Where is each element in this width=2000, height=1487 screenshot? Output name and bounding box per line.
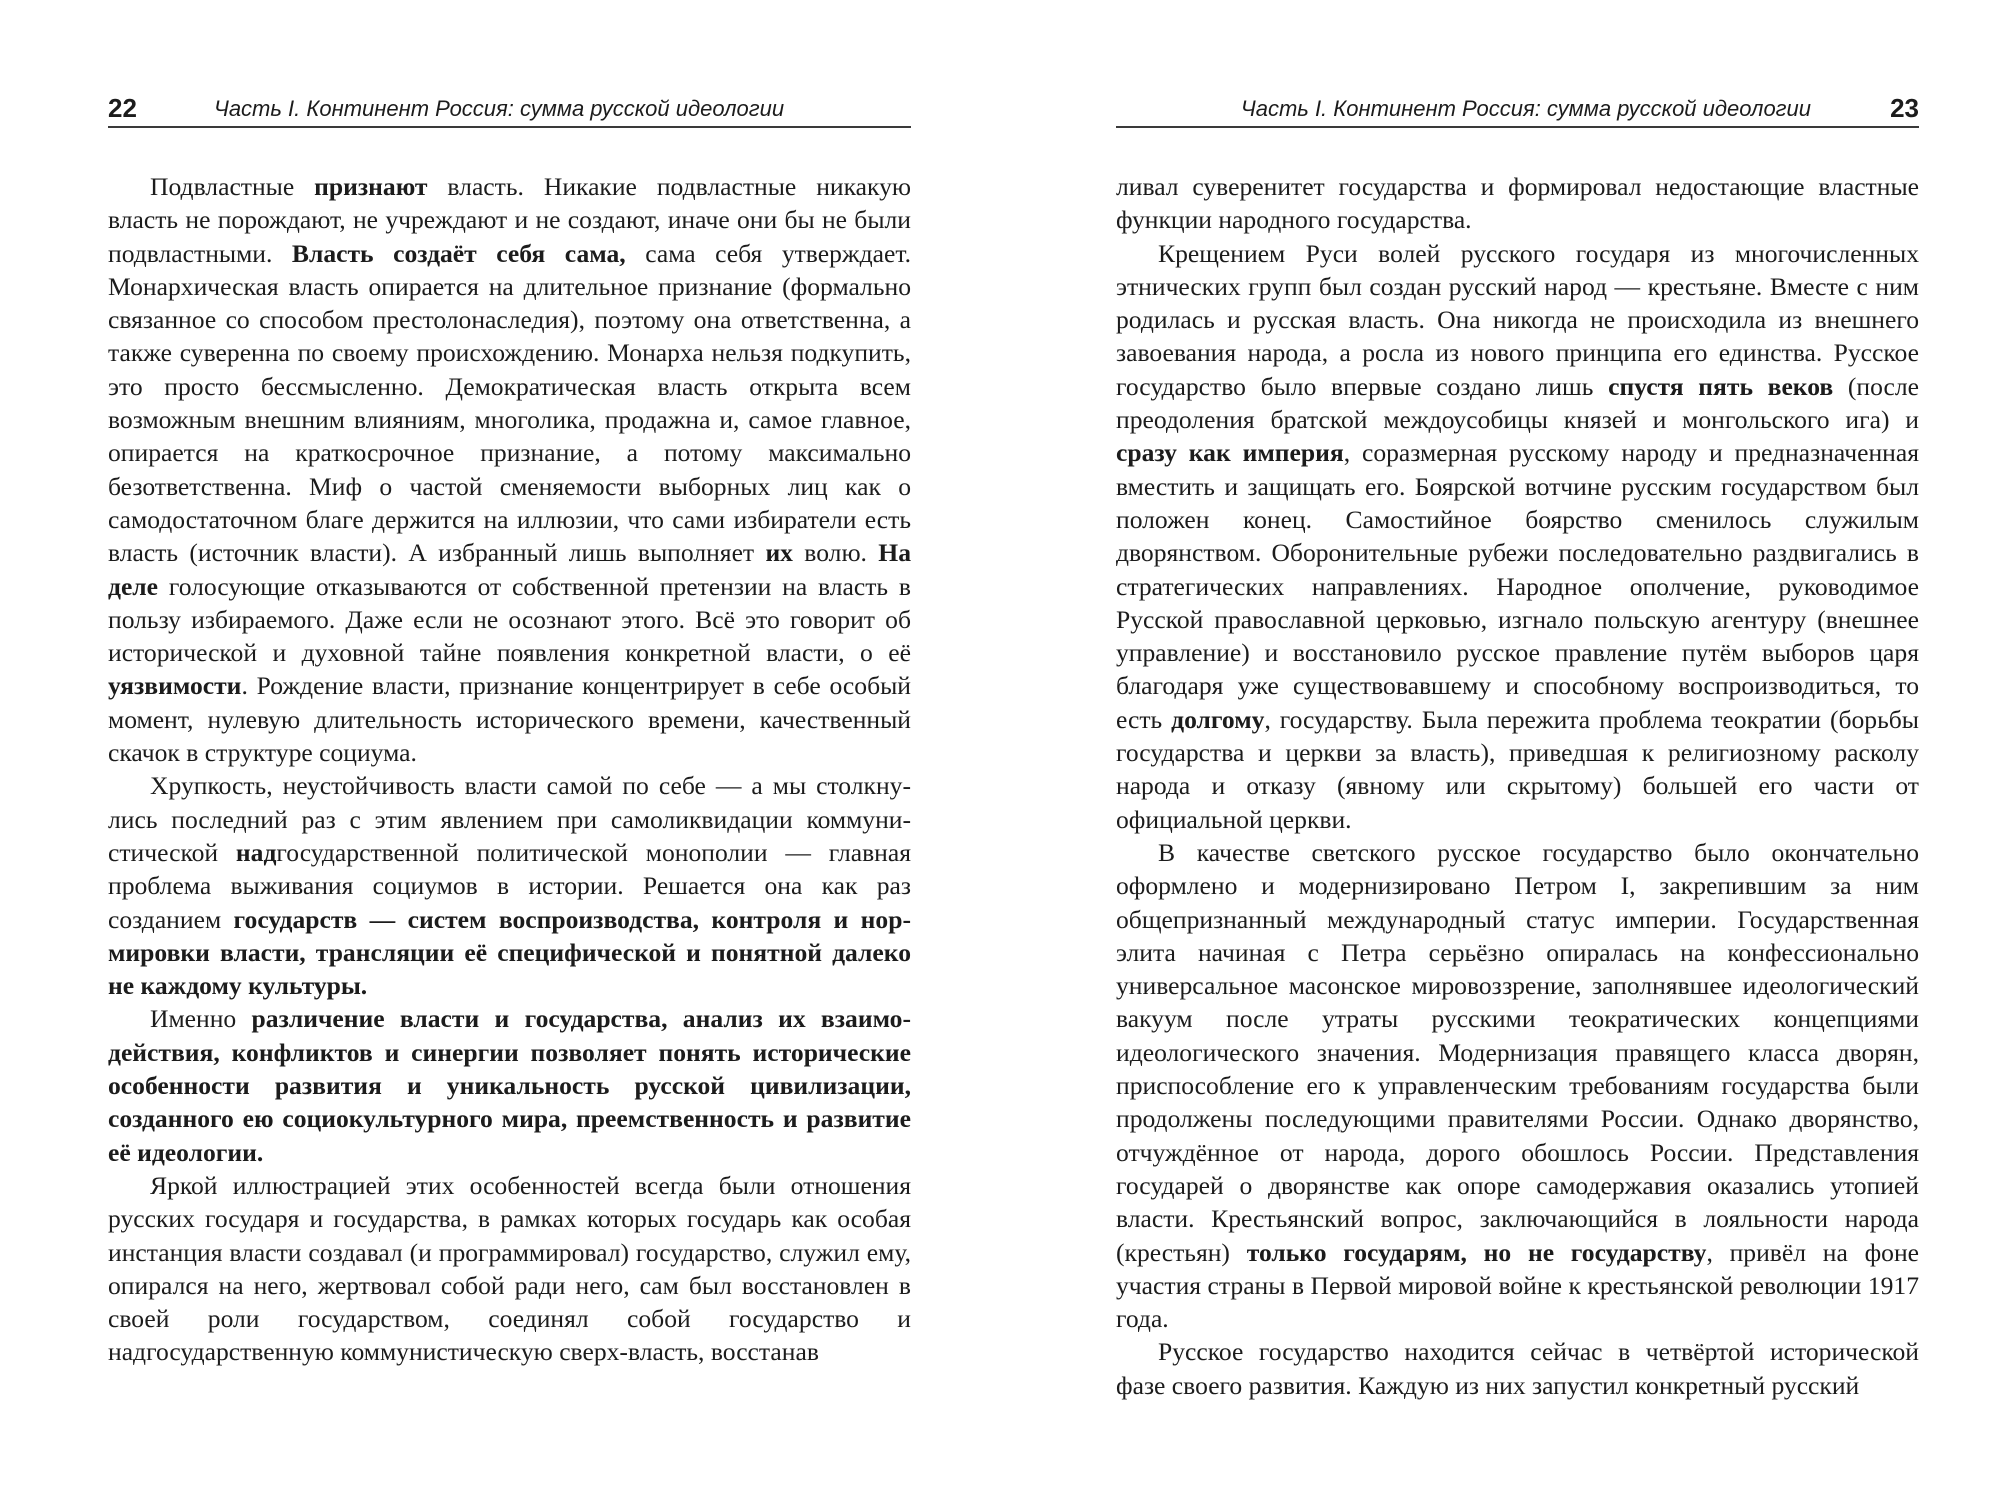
body-paragraph	[1116, 1335, 1919, 1402]
text-run: (после преодоления братской междоусобицы князей и монгольского ига) и	[1116, 371, 1919, 435]
emphasis-run: сразу как империя	[1116, 438, 1344, 468]
text-run: Даже если не осознают этого. Всё это говорит об исторической и духовной	[108, 604, 911, 668]
text-run: волю.	[792, 538, 879, 568]
emphasis-run: их	[765, 538, 793, 568]
running-title: Часть I. Континент Россия: сумма русской идеологии	[1240, 96, 1811, 121]
text-run: есть власть (источник власти). А избранный лишь выполняет	[108, 504, 911, 568]
body-paragraph	[108, 769, 911, 1002]
body-paragraph	[108, 1169, 911, 1369]
text-run: 1917 года.	[1116, 1270, 1920, 1334]
text-run: государственной политической монополии — главная проблема выживания социумов в истории. Решается она как раз созданием	[108, 837, 911, 934]
text-run: , соразмерная русскому народу и предназначенная вместить и защищать его. Боярской вотчине русским государством был положен конец. Самостийное боярство сменилось служилым дворянством. Оборонительные рубежи последовательно раздвигались в стратегических направлениях. Народное ополчение, руководимое Русской православной церковью, изгнало польскую агентуру (внешнее управление) и восстановило русское правление путём выборов царя благодаря уже существовавшему и способному воспроизводиться, то есть	[1116, 438, 1919, 734]
text-run: Русское государство находится сейчас в четвёртой исторической фазе своего развития. Каждую из них запустил конкретный русский	[1116, 1337, 1919, 1400]
page-number: 23	[1890, 93, 1919, 123]
emphasis-run: спустя пять веков	[1608, 371, 1834, 401]
emphasis-run: тайне	[419, 638, 482, 668]
text-run: Хрупкость, неустойчивость власти самой по себе — а мы столкнулись последний раз с этим явлением при самоликвидации коммунистической	[108, 771, 911, 867]
text-run: . Рождение власти, признание концентрирует в себе особый	[241, 671, 911, 701]
right-page	[1000, 0, 2000, 1487]
text-run: Подвластные	[150, 172, 315, 201]
text-run: власть. Никакие подвластные никакую власть не порождают, не учреждают и не создают, иначе они бы не были подвластными.	[108, 172, 911, 268]
emphasis-run: общепризнанный международный статус	[1116, 904, 1595, 934]
text-column	[1116, 170, 1919, 1402]
text-run: В качестве светского русское государство было окончательно оформлено и модернизировано Петром I, закрепившим за ним	[1116, 837, 1919, 901]
emphasis-run: На деле	[108, 538, 911, 601]
emphasis-run: государств — систем воспроизводства, контроля и нормировки власти, трансляции её специфической и понятной далеко не каждому культуры.	[108, 904, 911, 1001]
text-run: Крещением Руси волей русского государя из многочисленных этнических групп был создан	[1116, 238, 1919, 301]
text-column	[108, 170, 911, 1369]
text-run: сама себя утверждает. Монархическая власть опирается на	[108, 238, 911, 301]
emphasis-run: русская власть.	[1252, 305, 1425, 335]
text-run: , привёл на фоне участия страны в Первой мировой войне к	[1116, 1237, 1920, 1300]
running-head	[108, 92, 911, 128]
body-paragraph	[1116, 170, 1919, 237]
text-run: было впервые создано лишь	[1245, 371, 1609, 401]
text-run: Яркой иллюстрацией этих особенностей всегда были отношения русских государя и государства, в рамках которых государь как особая инстанция власти создавал (и программировал) государство, служил ему, опирался на него, жертвовал собой ради него, сам был восстановлен в своей роли государством, соединял собой государство и надгосударственную коммунистическую сверх-власть, восстанав	[108, 1170, 911, 1367]
text-run: , государству. Была пережита проблема теократии (борьбы государства и церкви за власть), приведшая к религиозному расколу народа и отказу (явному или скрытому) большей его части от официальной церкви.	[1116, 704, 1919, 834]
text-run: признание (формально связанное со способом престолонаследия), поэтому она ответственна, а также суверенна по своему происхождению. Монарха нельзя подкупить, это просто бессмысленно. Демократическая власть открыта всем возможным внешним влияниям, многолика, продажна и, самое главное, опирается на краткосрочное признание, а потому максимально безответственна. Миф о частой сменяемости выборных лиц как о самодостаточном благе держится на иллюзии, что сами	[108, 271, 911, 534]
body-paragraph	[1116, 836, 1919, 1335]
text-run: ливал суверенитет государства и формировал недостающие властные функции народного государства.	[1116, 172, 1919, 235]
emphasis-run: долгому	[1171, 704, 1265, 734]
emphasis-run: только государям, но не государству	[1246, 1237, 1707, 1267]
body-paragraph	[1116, 237, 1919, 836]
text-run: Именно	[150, 1004, 252, 1034]
emphasis-run: Русское государство	[1116, 338, 1919, 401]
emphasis-run: Власть создаёт себя сама,	[291, 238, 626, 268]
emphasis-run: момент	[108, 704, 188, 734]
emphasis-run: избиратели	[733, 504, 857, 534]
emphasis-run: над	[235, 837, 277, 867]
emphasis-run: русский народ	[1448, 271, 1608, 301]
text-run: империи. Государственная элита начиная с Петра серьёзно опиралась на конфессионально универсальное масонское мировоззрение, заполнявшее идеологический вакуум после утраты русскими теократических концепциями идеологического значения. Модернизация правящего класса дворян, приспособление его к управленческим требованиям государства были продолжены последующими правителями России. Однако дворянство, отчуждённое от народа, дорого обошлось России. Представления государей о дворянстве как опоре самодержавия оказались	[1116, 904, 1919, 1200]
page-number: 22	[108, 93, 137, 123]
text-run: голосующие	[158, 571, 316, 601]
text-run: Крестьянский вопрос, заключающийся в лояльности народа (крестьян)	[1116, 1204, 1919, 1267]
running-head	[1116, 92, 1919, 128]
body-paragraph	[108, 170, 911, 769]
body-paragraph	[108, 1002, 911, 1168]
emphasis-run: различение власти и государства, анализ их взаимодействия, конфликтов и синергии позволяет понять исторические особенности развития и уникальность русской цивилизации, созданного ею социокультурного мира, преемственность и развитие её идеологии.	[108, 1004, 911, 1167]
emphasis-run: длительное	[523, 271, 649, 301]
text-run: появления конкретной власти, о её	[481, 638, 911, 668]
text-run: , нулевую длительность исторического времени, качественный скачок в структуре социума.	[108, 704, 911, 768]
emphasis-run: признают	[314, 172, 428, 201]
emphasis-run: уязвимости	[108, 671, 242, 701]
text-run: Она никогда не происходила из внешнего завоевания народа, а росла из нового принципа его единства.	[1116, 305, 1920, 368]
text-run: — крестьяне. Вместе с ним родилась и	[1116, 271, 1919, 335]
running-title: Часть I. Континент Россия: сумма русской идеологии	[214, 96, 785, 121]
emphasis-run: крестьянской революции	[1587, 1270, 1862, 1300]
emphasis-run: утопией власти.	[1116, 1170, 1919, 1234]
emphasis-run: отказываются от собственной претензии на власть в пользу избираемого.	[108, 571, 911, 634]
